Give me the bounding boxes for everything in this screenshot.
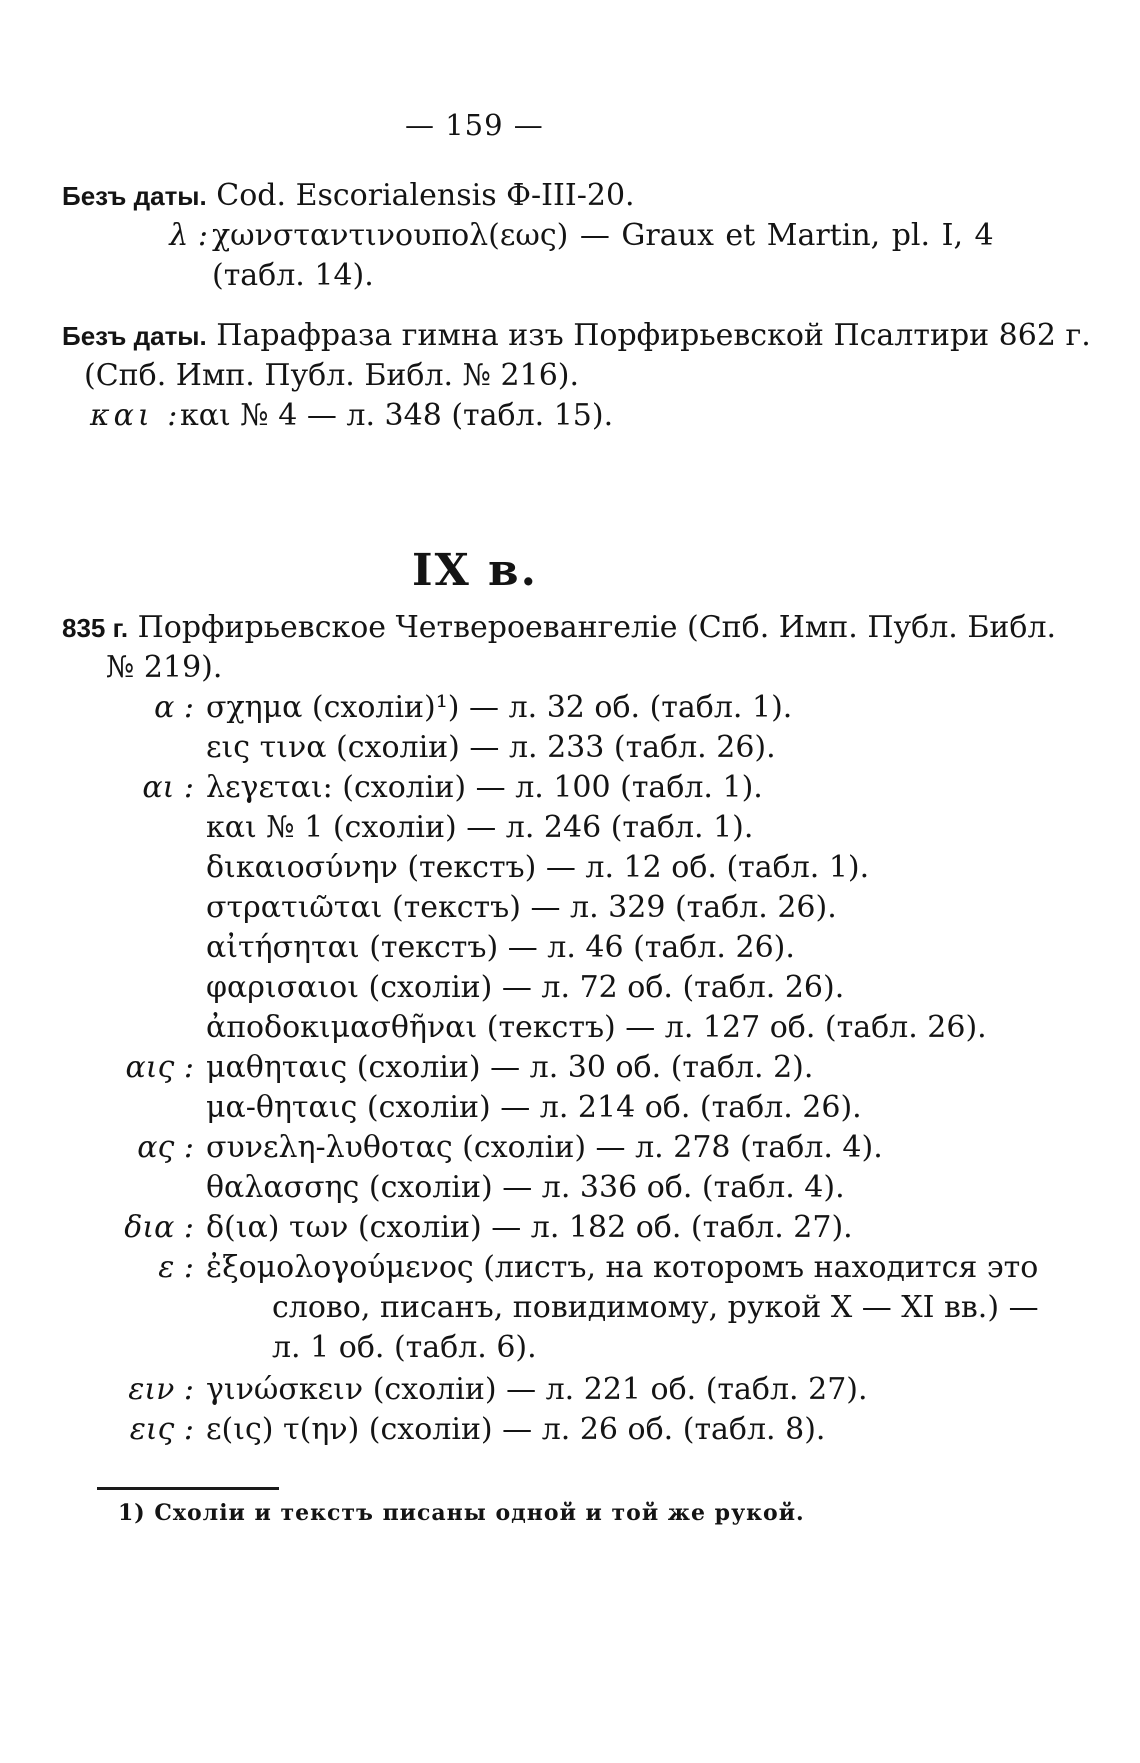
item-text: εις τινα (схоліи) — л. 233 (табл. 26). xyxy=(206,730,776,765)
item-text: ἐξομολογούμενος (листъ, на которомъ находится это xyxy=(206,1250,1039,1285)
item-text: слово, писанъ, повидимому, рукой X — XI вв.) — xyxy=(272,1290,1039,1325)
item-key: εις : xyxy=(129,1412,194,1447)
item-text: л. 1 об. (табл. 6). xyxy=(272,1330,537,1365)
entry-escorialensis xyxy=(62,178,635,214)
item-text: ε(ις) τ(ην) (схоліи) — л. 26 об. (табл. 8). xyxy=(206,1412,826,1447)
entry-date: 835 г. xyxy=(62,613,129,643)
entry-line: № 219). xyxy=(106,650,223,685)
entry-paraphrase xyxy=(62,318,1091,354)
item-key: δια : xyxy=(124,1210,194,1245)
entry-date: Безъ даты. xyxy=(62,321,207,351)
entry-key: και : xyxy=(90,398,182,433)
entry-tetraevangelion xyxy=(62,610,1056,646)
entry-date: Безъ даты. xyxy=(62,181,207,211)
entry-key: λ : xyxy=(169,218,208,253)
entry-text: Порфирьевское Четвероевангеліе (Спб. Имп. Публ. Библ. xyxy=(137,610,1057,645)
entry-text: Cod. Escorialensis Ф-III-20. xyxy=(216,178,635,213)
entry-line: και № 4 — л. 348 (табл. 15). xyxy=(180,398,614,433)
item-text: θαλασσης (схоліи) — л. 336 об. (табл. 4). xyxy=(206,1170,845,1205)
item-text: αἰτήσηται (текстъ) — л. 46 (табл. 26). xyxy=(206,930,795,965)
item-text: ἀποδοκιμασθῆναι (текстъ) — л. 127 об. (табл. 26). xyxy=(206,1010,987,1045)
item-text: δικαιοσύνην (текстъ) — л. 12 об. (табл. 1). xyxy=(206,850,870,885)
section-heading: IX в. xyxy=(412,545,538,596)
item-text: και № 1 (схоліи) — л. 246 (табл. 1). xyxy=(206,810,754,845)
entry-line: (Спб. Имп. Публ. Библ. № 216). xyxy=(84,358,580,393)
page-number: — 159 — xyxy=(405,108,544,142)
item-text: συνελη-λυθοτας (схоліи) — л. 278 (табл. 4). xyxy=(206,1130,883,1165)
item-key: ειν : xyxy=(128,1372,194,1407)
entry-line: χωνσταντινουπολ(εως) — Graux et Martin, pl. I, 4 xyxy=(212,218,994,253)
item-key: ε : xyxy=(158,1250,194,1285)
footnote-rule xyxy=(97,1487,279,1490)
entry-text: Парафраза гимна изъ Порфирьевской Псалтири 862 г. xyxy=(216,318,1091,353)
item-key: αις : xyxy=(125,1050,194,1085)
item-text: στρατιῶται (текстъ) — л. 329 (табл. 26). xyxy=(206,890,837,925)
item-key: α : xyxy=(154,690,194,725)
item-text: λεγεται: (схоліи) — л. 100 (табл. 1). xyxy=(206,770,763,805)
entry-line: (табл. 14). xyxy=(212,258,374,293)
item-text: σχημα (схоліи)¹) — л. 32 об. (табл. 1). xyxy=(206,690,793,725)
footnote: 1) Схоліи и текстъ писаны одной и той же рукой. xyxy=(118,1500,805,1526)
item-key: ας : xyxy=(137,1130,194,1165)
item-text: γινώσκειν (схоліи) — л. 221 об. (табл. 27). xyxy=(206,1372,868,1407)
item-text: μαθηταις (схоліи) — л. 30 об. (табл. 2). xyxy=(206,1050,814,1085)
item-key: αι : xyxy=(142,770,194,805)
item-text: φαρισαιοι (схоліи) — л. 72 об. (табл. 26). xyxy=(206,970,845,1005)
item-text: μα-θηταις (схоліи) — л. 214 об. (табл. 26). xyxy=(206,1090,862,1125)
item-text: δ(ια) των (схоліи) — л. 182 об. (табл. 27). xyxy=(206,1210,853,1245)
